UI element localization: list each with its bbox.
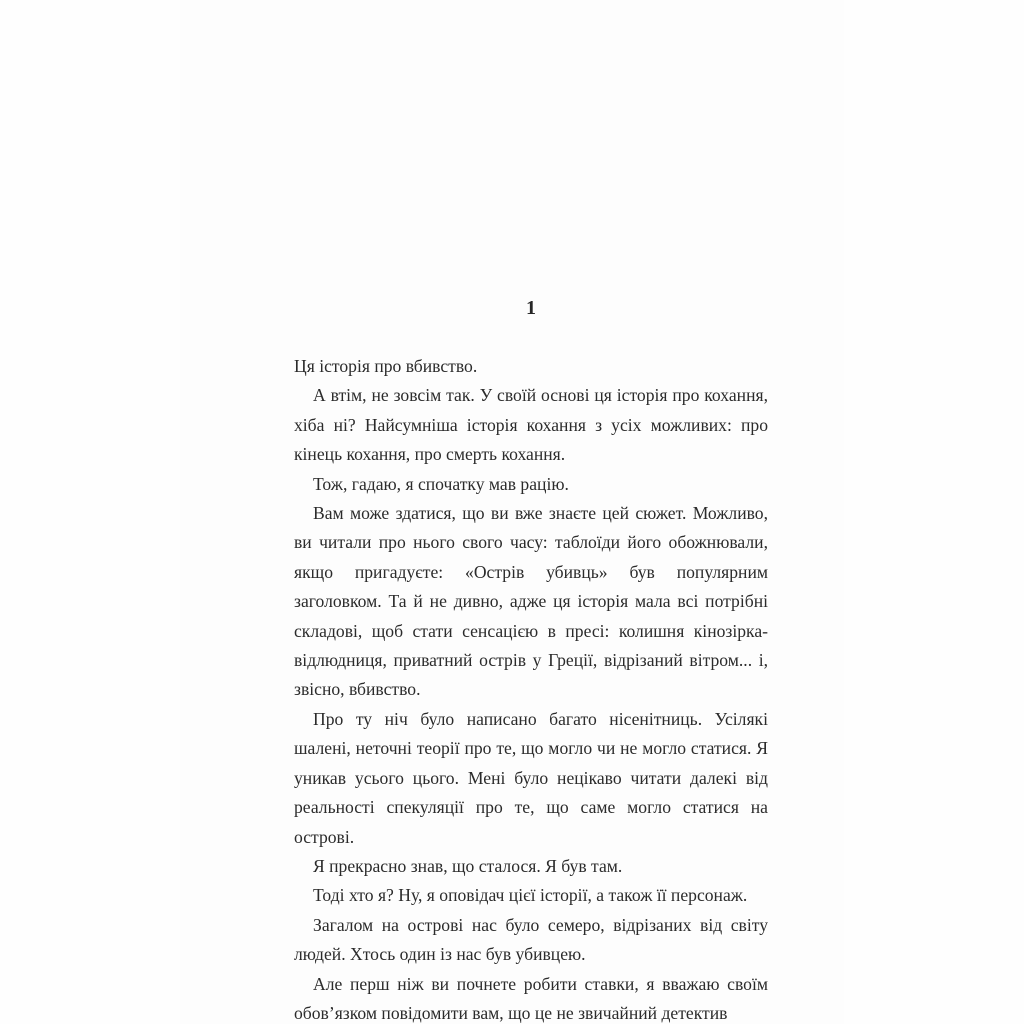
paragraph: Я прекрасно знав, що сталося. Я був там. [313, 855, 623, 876]
paragraph: Але перш ніж ви почнете робити ставки, я вважаю своїм обов’язком повідомити вам, що це не звичайний детектив [294, 973, 768, 1023]
paragraph: А втім, не зовсім так. У своїй основі ця історія про кохання, хіба ні? Найсумніша історія кохання з усіх можливих: про кінець кохання, про смерть кохання. [294, 385, 768, 465]
paragraph: Ця історія про вбивство. [294, 356, 478, 376]
chapter-number: 1 [526, 297, 536, 319]
body-text [294, 352, 768, 1028]
page-text-block [294, 296, 768, 1028]
paragraph: Тоді хто я? Ну, я оповідач цієї історії, а також її персонаж. [313, 885, 748, 906]
paragraph: Тож, гадаю, я спочатку мав рацію. [313, 473, 569, 494]
paragraph: Загалом на острові нас було семеро, відрізаних від світу людей. Хтось один із нас був убивцею. [294, 914, 768, 965]
paragraph: Вам може здатися, що ви вже знаєте цей сюжет. Можливо, ви читали про нього свого часу: таблоїди його обожнювали, якщо пригадуєте: «Острів убивць» був популярним заголовком. Та й не дивно, адже ця історія мала всі потрібні складові, щоб стати сенсацією в пресі: колишня кінозірка-відлюдниця, приватний острів у Греції, відрізаний вітром... і, звісно, вбивство. [294, 503, 768, 700]
paragraph: Про ту ніч було написано багато нісенітниць. Усілякі шалені, неточні теорії про те, що могло чи не могло статися. Я уникав усього цього. Мені було нецікаво читати далекі від реальності спекуляції про те, що саме могло статися на острові. [294, 708, 768, 847]
